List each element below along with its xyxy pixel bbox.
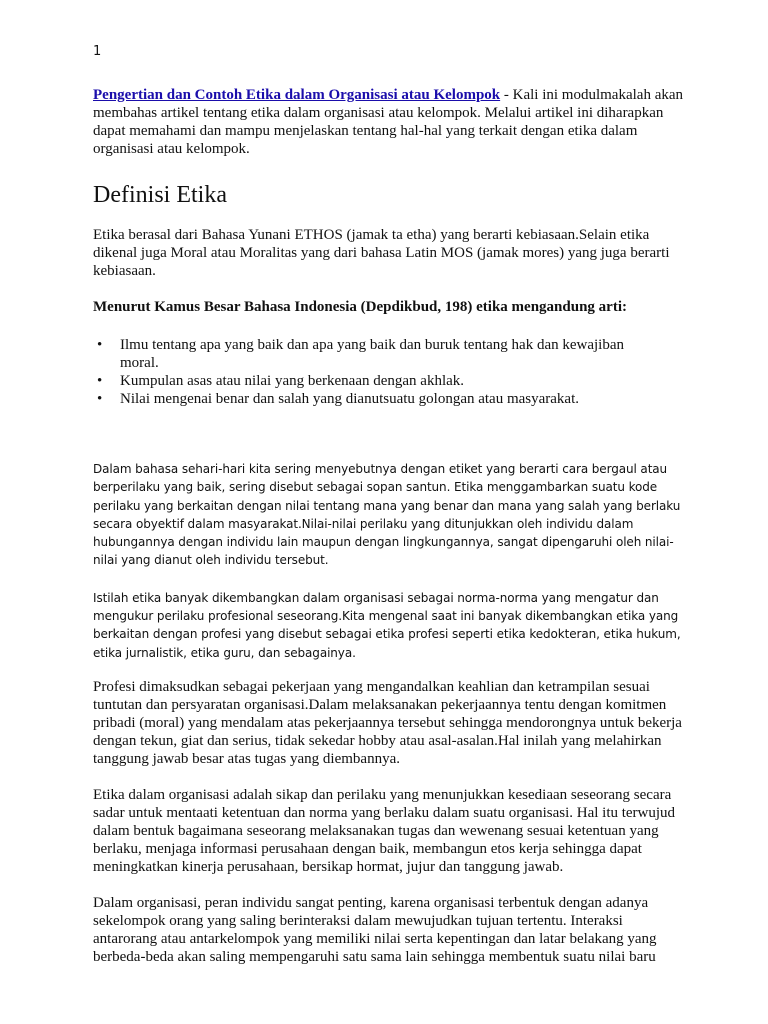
organisasi-paragraph: Dalam organisasi, peran individu sangat penting, karena organisasi terbentuk dengan adanya sekelompok orang yang saling berinteraksi dalam mewujudkan tujuan tertentu. Interaksi antarorang atau antarkelompok yang memiliki nilai serta kepentingan dan latar belakang yang berbeda-beda akan saling mempengaruhi satu sama lain sehingga membentuk suatu nilai baru: [93, 894, 657, 965]
intro-text: - Kali ini modulmakalah akan membahas artikel tentang etika dalam organisasi atau kelompok. Melalui artikel ini diharapkan dapat memahami dan mampu menjelaskan tentang hal-hal yang terkait dengan etika dalam organisasi atau kelompok.: [93, 87, 684, 157]
list-item: • Kumpulan asas atau nilai yang berkenaan dengan akhlak.: [97, 373, 465, 389]
profesi-paragraph: Profesi dimaksudkan sebagai pekerjaan yang mengandalkan keahlian dan ketrampilan sesuai tuntutan dan persyaratan organisasi.Dalam melaksanakan pekerjaannya tentu dengan komitmen pribadi (moral) yang mendalam atas pekerjaannya tersebut sehingga mendorongnya untuk bekerja dengan tekun, giat dan serius, tidak sekedar hobby atau asal-asalan.Hal inilah yang melahirkan tanggung jawab besar atas tugas yang diembannya.: [93, 678, 682, 767]
definition-list: [93, 336, 683, 408]
article-title-link[interactable]: Pengertian dan Contoh Etika dalam Organisasi atau Kelompok: [93, 87, 501, 103]
list-item: • Nilai mengenai benar dan salah yang dianutsuatu golongan atau masyarakat.: [97, 391, 580, 407]
bullet-icon: •: [97, 337, 103, 353]
list-item: • Ilmu tentang apa yang baik dan apa yang baik dan buruk tentang hak dan kewajiban moral.: [97, 337, 624, 371]
bullet-icon: •: [97, 391, 103, 407]
istilah-etika-paragraph: Istilah etika banyak dikembangkan dalam organisasi sebagai norma-norma yang mengatur dan mengukur perilaku profesional seseorang.Kita mengenal saat ini banyak dikembangkan etika yang berkaitan dengan profesi yang disebut sebagai etika profesi seperti etika kedokteran, etika hukum, etika jurnalistik, etika guru, dan sebagainya.: [93, 590, 681, 660]
document-content: [93, 86, 683, 966]
bullet-icon: •: [97, 373, 103, 389]
intro-paragraph: [93, 86, 683, 158]
section-heading: Definisi Etika: [93, 182, 227, 208]
etika-organisasi-paragraph: Etika dalam organisasi adalah sikap dan perilaku yang menunjukkan kesediaan seseorang secara sadar untuk mentaati ketentuan dan norma yang berlaku dalam suatu organisasi. Hal itu terwujud dalam bentuk bagaimana seseorang melaksanakan tugas dan wewenang sesuai ketentuan yang berlaku, menjaga informasi perusahaan dengan baik, membangun etos kerja sehingga dapat meningkatkan kinerja perusahaan, bersikap hormat, jujur dan tanggung jawab.: [93, 786, 676, 875]
page-number: 1: [93, 44, 102, 59]
kamus-heading: Menurut Kamus Besar Bahasa Indonesia (Depdikbud, 198) etika mengandung arti:: [93, 299, 627, 315]
definition-paragraph: Etika berasal dari Bahasa Yunani ETHOS (jamak ta etha) yang berarti kebiasaan.Selain etika dikenal juga Moral atau Moralitas yang dari bahasa Latin MOS (jamak mores) yang juga berarti kebiasaan.: [93, 227, 670, 279]
etiket-paragraph: Dalam bahasa sehari-hari kita sering menyebutnya dengan etiket yang berarti cara bergaul atau berperilaku yang baik, sering disebut sebagai sopan santun. Etika menggambarkan suatu kode perilaku yang berkaitan dengan nilai tentang mana yang benar dan mana yang salah yang berlaku secara obyektif dalam masyarakat.Nilai-nilai perilaku yang ditunjukkan oleh individu dalam hubungannya dengan individu lain maupun dengan lingkungannya, sangat dipengaruhi oleh nilai-nilai yang dianut oleh individu tersebut.: [93, 462, 681, 568]
